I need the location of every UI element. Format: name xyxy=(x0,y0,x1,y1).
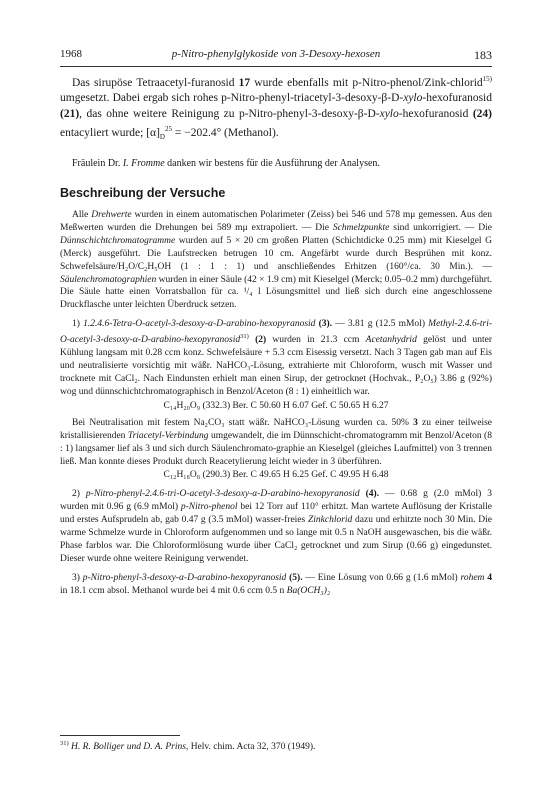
page-number-left: 1968 xyxy=(60,48,82,60)
elemental-analysis-2: C₁₂H₁₈O₈ (290.3) Ber. C 49.65 H 6.25 Gef. C 49.95 H 6.48 xyxy=(163,470,389,481)
methods-paragraph: Alle Drehwerte wurden in einem automatischen Polarimeter (Zeiss) bei 546 und 578 mμ gemessen. Aus den Meßwerten wurden die Drehungen bei 589 mμ extrapoliert. — Die Schmelzpunkte sind unkorrigiert. — Die Dünnschichtchromatogramme wurden auf 5 × 20 cm großen Platten (Schichtdicke 0.25 mm) mit Kieselgel G (Merck) ausgeführt. Die Laufstrecken betrugen 10 cm. Angefärbt wurde durch Besprühen mit konz. Schwefelsäure/H₂O/C₂H₅OH (1 : 1 : 1) und anschließendes Erhitzen (160°/ca. 30 Min.). — Säulenchromatographien wurden in einer Säule (42 × 1.9 cm) mit Kieselgel (Merck; 0.05–0.2 mm) durchgeführt. Die Säule hatte einen Vorratsballon für ca. ¹/₄ l Lösungsmittel und ließ sich durch eine angeschlossene Druckflasche unter leichten Überdruck setzen. xyxy=(60,209,492,311)
footnote-rule xyxy=(60,735,180,736)
footnote: $^{31)}$ H. R. Bolliger und D. A. Prins, Helv. chim. Acta 32, 370 (1949). xyxy=(60,740,316,753)
running-title: p-Nitro-phenylglykoside von 3-Desoxy-hexosen xyxy=(171,48,381,60)
article-body xyxy=(60,72,492,598)
experiment-3: 3) p-Nitro-phenyl-3-desoxy-α-D-arabino-hexopyranosid (5). — Eine Lösung von 0.66 g (1.6 mMol) rohem 4 in 18.1 ccm absol. Methanol wurde bei 4 mit 0.6 ccm 0.5 n Ba(OCH₃)₂ xyxy=(60,572,492,596)
neutralisation-paragraph: Bei Neutralisation mit festem Na₂CO₃ statt wäßr. NaHCO₃-Lösung wurden ca. 50% 3 zu einer teilweise kristallisierenden Triacetyl-Verbindung umgewandelt, die im Dünnschicht-chromatogramm mit Benzol/Aceton (8 : 1) langsamer lief als 3 und sich durch Säulenchromato-graphie an Kieselgel (gleiches Laufmittel) von 3 trennen ließ. Man konnte dieses Produkt durch Reacetylierung leicht wieder in 3 überführen. xyxy=(60,417,493,467)
page-number-right: 183 xyxy=(474,48,492,62)
experiment-2: 2) p-Nitro-phenyl-2.4.6-tri-O-acetyl-3-desoxy-α-D-arabino-hexopyranosid (4). — 0.68 g (2.0 mMol) 3 wurden mit 0.96 g (6.9 mMol) p-Nitro-phenol bei 12 Torr auf 110° erhitzt. Man wartete Auflösung der Kristalle und erstes Aufsprudeln ab, gab 0.47 g (3.5 mMol) wasser-freies Zinkchlorid dazu und erhitzte noch 30 Min. Die warme Schmelze wurde in Chloroform aufgenommen und so lange mit 0.5 n NaOH ausgewaschen, bis die wäßr. Phase farblos war. Die Chloroformlösung wurde über CaCl₂ getrocknet und zum Sirup (0.66 g) eingedunstet. Dieser wurde ohne weitere Reinigung verwendet. xyxy=(60,489,493,564)
header-rule xyxy=(60,66,492,67)
acknowledgement: Fräulein Dr. I. Fromme danken wir bestens für die Ausführung der Analysen. xyxy=(72,157,380,169)
section-heading: Beschreibung der Versuche xyxy=(60,185,226,200)
elemental-analysis-1: C₁₄H₂₀O₉ (332.3) Ber. C 50.60 H 6.07 Gef. C 50.65 H 6.27 xyxy=(163,400,389,411)
page-header xyxy=(60,48,492,62)
intro-paragraph: Das sirupöse Tetraacetyl-furanosid 17 wurde ebenfalls mit p-Nitro-phenol/Zink-chlorid$^{15)}$ umgesetzt. Dabei ergab sich rohes p-Nitro-phenyl-triacetyl-3-desoxy-β-D-xylo-hexofuranosid (21), das ohne weitere Reinigung zu p-Nitro-phenyl-3-desoxy-β-D-xylo-hexofuranosid (24) entacyliert wurde; $[\alpha]_D^{25} = -202.4^\circ$ (Methanol). xyxy=(60,75,492,142)
experiment-1: 1) 1.2.4.6-Tetra-O-acetyl-3-desoxy-α-D-arabino-hexopyranosid (3). — 3.81 g (12.5 mMol) Methyl-2.4.6-tri-O-acetyl-3-desoxy-α-D-arabino-hexopyranosid$^{31)}$ (2) wurden in 21.3 ccm Acetanhydrid gelöst und unter Kühlung langsam mit 0.28 ccm konz. Schwefelsäure + 5.3 ccm Eisessig versetzt. Nach 3 Tagen gab man auf Eis und neutralisierte vorsichtig mit wäßr. NaHCO₃-Lösung, extrahierte mit Chloroform, wusch mit Wasser und trocknete mit CaCl₂. Nach Eindunsten erhielt man einen Sirup, der getrocknet (Hochvak., P₂O₅) 3.86 g (92%) wog und dünnschichtchromatographisch in Benzol/Aceton (8 : 1) einheitlich war. xyxy=(60,319,493,397)
